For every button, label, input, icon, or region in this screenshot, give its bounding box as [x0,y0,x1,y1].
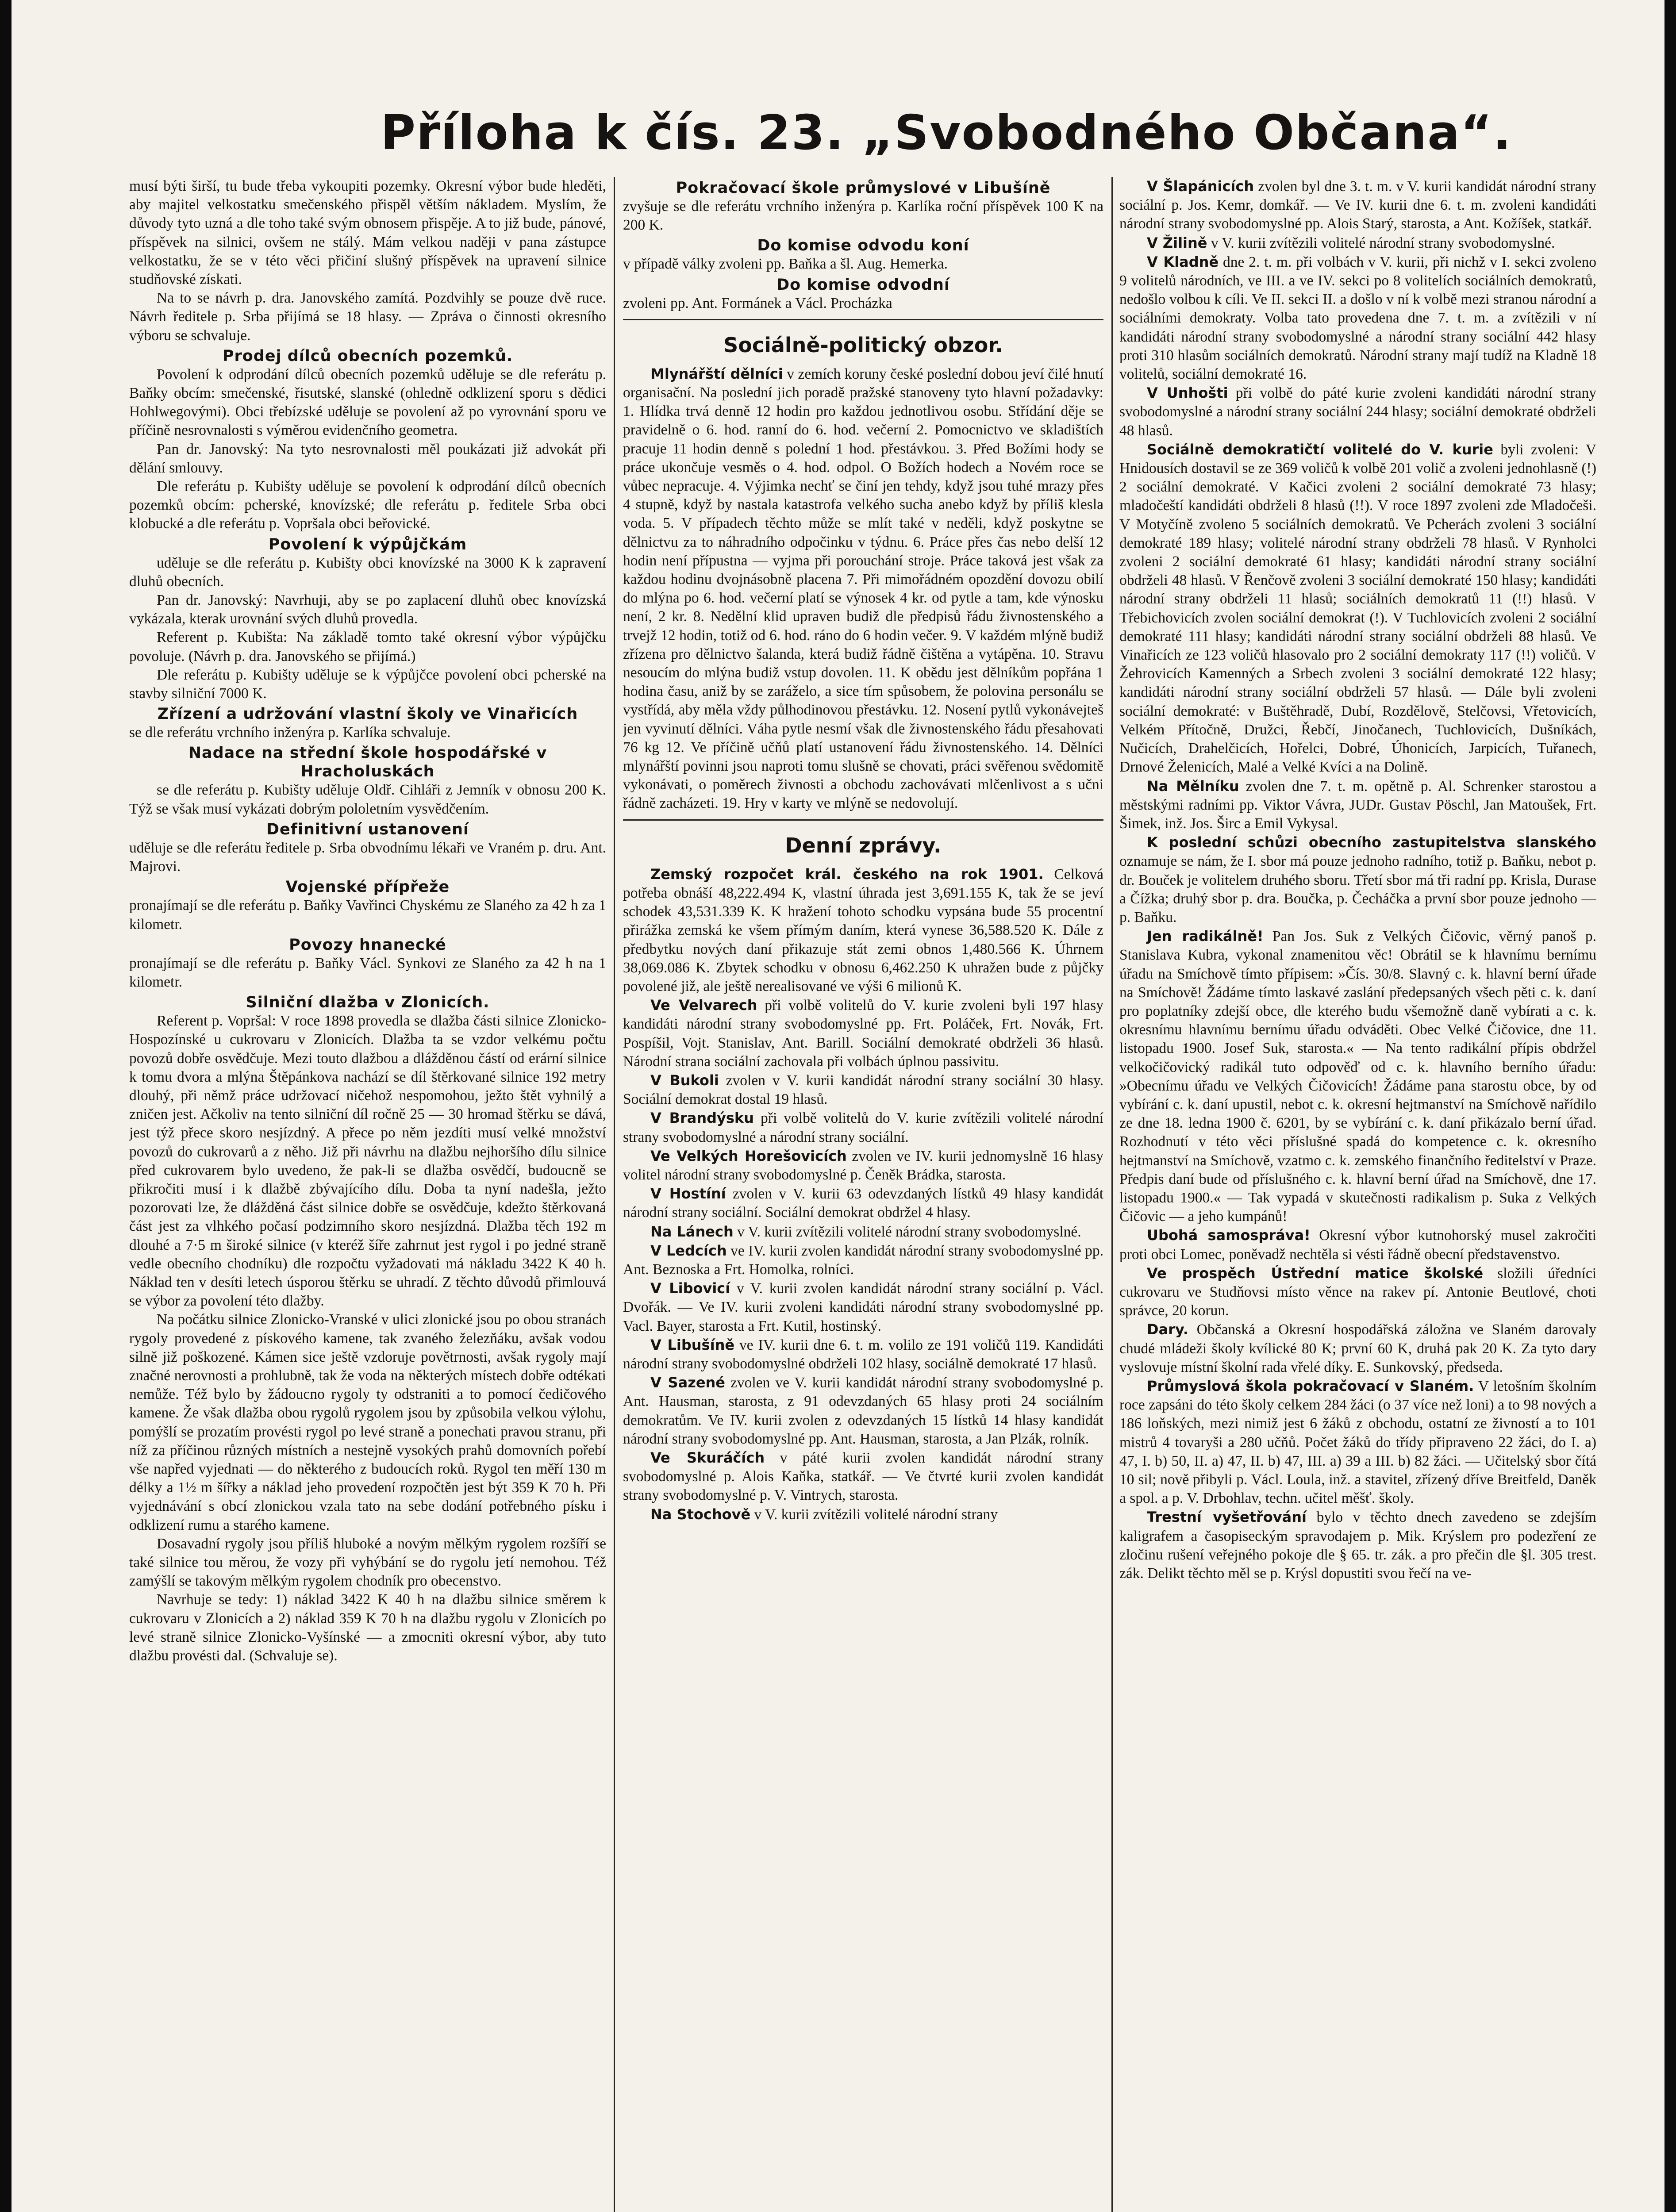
news-item [623,1147,1103,1184]
item-text: ve IV. kurii dne 6. t. m. volilo ze 191 voličů 119. Kandidáti národní strany svobodomyslné obdrželi 102 hlasy, sociálně demokraté 17 hlasů. [623,1336,1103,1372]
paragraph: uděluje se dle referátu ředitele p. Srba obvodnímu lékaři ve Vraném p. dru. Ant. Majrovi. [129,839,606,875]
item-text: zvolen v V. kurii kandidát národní strany sociální 30 hlasy. Sociální demokrat dostal 19 hlasů. [623,1072,1103,1108]
news-item [1119,1377,1596,1508]
item-lead: V Ledcích [650,1242,727,1259]
column-left [129,177,606,2212]
item-lead: V Kladně [1147,253,1219,270]
scan-border-left [0,0,12,2212]
item-text: při volbě volitelů do V. kurie zvoleni byli 197 hlasy kandidáti národní strany svobodomyslné pp. Frt. Poláček, Frt. Novák, Frt. Pospíšil, Vojt. Stanislav, Ant. Barill. Sociální demokraté obdrželi 36 hlasů. Národní strana sociální zachovala při volbách úplnou passivitu. [623,997,1103,1070]
item-text: v V. kurii zvolen kandidát národní strany sociální p. Václ. Dvořák. — Ve IV. kurii zvoleni kandidáti národní strany svobodomyslné pp. Vacl. Bayer, starosta a Frt. Kutil, hostinský. [623,1280,1103,1334]
section-title: Sociálně-politický obzor. [723,333,1003,357]
item-lead: Ve Skuráčích [650,1449,765,1466]
news-item [623,1109,1103,1146]
item-text: dne 2. t. m. při volbách v V. kurii, při nichž v I. sekci zvoleno 9 volitelů národních, ve III. a ve IV. sekci po 8 volitelích sociálních demokratů, nedošlo volbou k cíli. Ve II. sekci II. a došlo v ní k volbě mezi stranou národní a sociálními demokraty. Volba tato provedena dne 7. t. m. a zvítězili v ní kandidáti národní strany svobodomyslné a národní strany sociální 442 hlasy proti 310 hlasům sociálních demokratů. Národní strany mají tudíž na Kladně 18 volitelů, sociální demokraté 16. [1119,253,1596,383]
item-text: ve IV. kurii zvolen kandidát národní strany svobodomyslné pp. Ant. Beznoska a Frt. Homolka, rolníci. [623,1242,1103,1278]
news-item [1119,927,1596,1226]
news-item [1119,440,1596,777]
paragraph: Na to se návrh p. dra. Janovského zamítá. Pozdvihly se pouze dvě ruce. Návrh ředitele p. Srba přijímá se 18 hlasy. — Zpráva o činnosti okresního výboru se schvaluje. [129,290,606,344]
item-lead: Dary. [1147,1321,1189,1338]
news-item [623,1184,1103,1222]
item-lead: V Unhošti [1147,384,1228,402]
section-divider [623,819,1103,821]
news-item [1119,1320,1596,1377]
item-text: Celková potřeba obnáší 48,222.494 K, vlastní úhrada jest 3,691.155 K, tak že se jeví schodek 43,531.339 K. K hražení tohoto schodku vypsána bude 55 procentní přirážka zemská ke všem přímým daním, která vynese 36,588.520 K. Dále z předbytku nových daní přikazuje stát zemi obnos 1,480.566 K. Úhrnem 38,069.086 K. Zbytek schodku v obnosu 6,462.250 K uhražen bude z půjčky povolené již, ale ještě nerealisované ve výši 6 milionů K. [623,866,1103,995]
paragraph: Pan dr. Janovský: Navrhuji, aby se po zaplacení dluhů obec knovízská vykázala, kterak urovnání svých dluhů provedla. [129,592,606,627]
news-item [1119,384,1596,440]
news-item [623,1241,1103,1279]
item-lead: Na Stochově [650,1505,751,1523]
item-lead: Jen radikálně! [1147,928,1264,945]
section-heading: Vojenské přípřeže [285,878,450,896]
section-heading: Silniční dlažba v Zlonicích. [246,994,490,1012]
paragraph: zvyšuje se dle referátu vrchního inženýra p. Karlíka roční příspěvek 100 K na 200 K. [623,198,1103,234]
item-text: v páté kurii zvolen kandidát národní strany svobodomyslné p. Alois Kaňka, statkář. — Ve čtvrté kurii zvolen kandidát strany svobodomyslné p. V. Vintrych, starosta. [623,1449,1103,1504]
section-heading: Do komise odvodu koní [757,237,969,255]
item-lead: V Libušíně [650,1336,735,1353]
news-item [623,1505,1103,1524]
item-text: V letošním školním roce zapsáni do této školy celkem 284 žáci (o 37 více než loni) a to 98 nových a 186 loňských, mezi nimiž jest 6 žáků z obchodu, ostatní ze živností a to 101 mistrů 4 tovaryši a 280 učňů. Počet žáků do třídy připraveno 22 žáci, do I. a) 47, I. b) 50, II. a) 47, II. b) 47, III. a) 39 a III. b) 82 žáci. — Učitelský sbor čítá 10 sil; nově přibyli p. Václ. Loula, inž. a stavitel, zřízený dříve Breitfeld, Daněk a spol. a p. V. Drbohlav, techn. učitel měšť. školy. [1119,1378,1596,1507]
item-text: zvolen v V. kurii 63 odevzdaných lístků 49 hlasy kandidát národní strany sociální. Sociální demokrat obdržel 4 hlasy. [623,1186,1103,1221]
item-text: byli zvoleni: V Hnidousích dostavil se ze 369 voličů k volbě 201 volič a zvoleni jednohlasně (!) 2 sociální demokraté. V Kačici zvoleni 2 sociální demokraté 73 hlasy; mladočeští kandidáti obdrželi 8 hlasů (!!). V roce 1897 zvoleni zde Mladočeši. V Motyčíně zvoleno 5 sociálních demokratů. Ve Pcherách zvoleni 3 sociální demokraté 189 hlasy; volitelé národní strany obdrželi 78 hlasů. V Rynholci zvoleni 2 sociální demokraté 61 hlasy; kandidáti národní strany sociální obdrželi 48 hlasů. V Řenčově zvoleni 3 sociální demokraté 150 hlasy; kandidáti národní strany obdrželi 11 hlasů; sociálních demokratů 11 (!!) hlasů. V Třebichovicích zvolen sociální demokrat (!). V Tuchlovicích zvoleni 2 sociální demokraté 111 hlasy; kandidáti národní strany sociální obdrželi 88 hlasů. Ve Vinařicích ze 123 voličů hlasovalo pro 2 sociální demokraty 117 (!!) voličů. V Žehrovicích Kamenných a Srbech zvoleni 3 sociální demokraté 122 hlasy; kandidáti národní strany sociální obdrželi 57 hlasů. — Dále byli zvoleni sociální demokraté: v Buštěhradě, Dubí, Rozdělově, Stelčovsi, Vřetovicích, Velkém Přítočně, Družci, Řebčí, Jinočanech, Tuchlovicích, Dušníkách, Nučicích, Drahelčicích, Hořelci, Dobré, Úhonicích, Jarpicích, Tuřanech, Drnové Želenicích, Malé a Velké Kvíci a na Dolině. [1119,441,1596,776]
news-item [623,1071,1103,1109]
column-middle [623,177,1103,2212]
item-text: zvolen byl dne 3. t. m. v V. kurii kandidát národní strany sociální p. Jos. Kemr, domkář. — Ve IV. kurii dne 6. t. m. zvoleni kandidáti národní strany svobodomyslné pp. Alois Starý, starosta, a Ant. Kožíšek, statkář. [1119,178,1596,232]
news-item [623,1373,1103,1448]
news-item [1119,1264,1596,1321]
item-text: zvolen dne 7. t. m. opětně p. Al. Schrenker starostou a městskými radními pp. Viktor Vávra, JUDr. Gustav Pöschl, Jan Matoušek, Frt. Šimek, inž. Jos. Širc a Emil Vykysal. [1119,778,1596,832]
news-item [623,365,1103,813]
item-lead: Na Mělníku [1147,777,1239,795]
paragraph: zvoleni pp. Ant. Formánek a Václ. Procházka [623,295,892,311]
item-text: Pan Jos. Suk z Velkých Čičovic, věrný panoš p. Stanislava Kubra, vykonal znamenitou věc! Obrátil se k hlavnímu bernímu úřadu na Smíchově tímto přípisem: »Čís. 30/8. Slavný c. k. hlavní berní úřade na Smíchově! Žádáme tímto laskavé zaslání předepsaných všech pěti c. k. daní pro poplatníky zdejší obce, dle kterého budu všemožně daně vybírati a c. k. okresnímu hlavnímu bernímu úřadu odváděti. Obec Velké Čičovice, dne 11. listopadu 1900. Josef Suk, starosta.« — Na tento radikální přípis obdržel velkočičovický radikál tuto odpověď od c. k. hlavního berního úřadu: »Obecnímu úřadu ve Velkých Čičovicích! Žádáme pana starostu obce, by od vybírání c. k. daní upustil, nebot c. k. okresní hejtmanství na Smíchově nařídilo ze dne 18. ledna 1900 č. 6201, by se vybírání c. k. daní přikázalo berní úřad. Rozhodnutí v této věci příslušné spadá do kompetence c. k. okresního hejtmanství na Smíchově, vzatmo c. k. zemského finančního ředitelství v Praze. Předpis daní bude od příslušného c. k. hlavní berní úřad na Smíchově, dne 17. listopadu 1900.« — Tak vypadá v skutečnosti radikalism p. Suka z Velkých Čičovic — a jeho kumpánů! [1119,928,1596,1225]
section-divider [623,319,1103,320]
item-lead: Trestní vyšetřování [1147,1509,1307,1526]
news-item [623,1222,1103,1241]
section-heading: Zřízení a udržování vlastní školy ve Vinařicích [157,705,578,723]
scan-border-right [1664,0,1676,2212]
column-right [1119,177,1596,2212]
paragraph: v případě války zvoleni pp. Baňka a šl. Aug. Hemerka. [623,256,948,273]
item-lead: V Sazené [650,1374,726,1391]
item-lead: Sociálně demokratičtí volitelé do V. kurie [1147,441,1493,458]
item-lead: Ubohá samospráva! [1147,1227,1311,1244]
news-item [1119,253,1596,384]
news-item [1119,1226,1596,1263]
item-text: zvolen ve IV. kurii jednomyslně 16 hlasy volitel národní strany svobodomyslné p. Čeněk Brádka, starosta. [623,1148,1103,1183]
column-rule [1111,177,1113,2212]
paragraph: pronajímají se dle referátu p. Baňky Václ. Synkovi ze Slaného za 42 h na 1 kilometr. [129,955,606,990]
paragraph: Dle referátu p. Kubišty uděluje se k výpůjčce povolení obci pcherské na stavby silniční 7000 K. [129,666,606,702]
news-item [623,1279,1103,1336]
item-lead: Průmyslová škola pokračovací v Slaném. [1147,1378,1474,1394]
section-heading: Povozy hnanecké [289,936,446,954]
news-item [623,865,1103,996]
item-text: Okresní výbor kutnohorský musel zakročiti proti obci Lomec, poněvadž nechtěla si vésti řádně obecní představenstvo. [1119,1227,1596,1263]
item-text: Občanská a Okresní hospodářská záložna ve Slaném darovaly chudé mládeži školy kvílické 80 K; první 60 K, druhá pak 20 K. Za tyto dary vyslovuje místní školní rada vřelé díky. E. Sunkovský, předseda. [1119,1321,1596,1375]
paragraph: pronajímají se dle referátu p. Baňky Vavřinci Chyskému ze Slaného za 42 h za 1 kilometr. [129,897,606,933]
item-text: složili úředníci cukrovaru ve Studňovsi místo věnce na rakev pí. Antonie Beutlové, choti správce, 20 korun. [1119,1265,1596,1319]
item-text: při volbě do páté kurie zvoleni kandidáti národní strany svobodomyslné a národní strany sociální 244 hlasy; sociální demokraté obdrželi 48 hlasů. [1119,385,1596,439]
item-text: bylo v těchto dnech zavedeno se zdejším kaligrafem a časopiseckým spravodajem p. Mik. Krýslem pro podezření ze zločinu rušení veřejného pokoje dle § 65. tr. zák. a pro přečin dle §l. 305 trest. zák. Delikt těchto měl se p. Krýsl dopustiti svou řečí na ve- [1119,1509,1596,1582]
paragraph: uděluje se dle referátu p. Kubišty obci knovízské na 3000 K k zapravení dluhů obecních. [129,554,606,590]
item-text: v V. kurii zvítězili volitelé národní strany svobodomyslné. [1207,234,1555,251]
paragraph: se dle referátu vrchního inženýra p. Karlíka schvaluje. [129,724,451,741]
item-lead: Na Lánech [650,1223,734,1240]
section-heading: Pokračovací škole průmyslové v Libušíně [676,179,1051,197]
item-lead: V Brandýsku [650,1110,754,1127]
news-item [1119,1508,1596,1583]
item-lead: Zemský rozpočet král. českého na rok 1901. [650,865,1044,883]
item-lead: V Hostíní [650,1185,726,1202]
item-text: v zemích koruny české poslední dobou jeví čilé hnutí organisační. Na poslední jich poradě pražské stanoveny tyto hlavní požadavky: 1. Hlídka trvá denně 12 hodin pro každou jednotlivou osobu. Střídání děje se pravidelně o 6. hod. ranní do 6. hod. večerní 2. Pomocnictvo ve skladištích pracuje 11 hodin denně s polední 1 hod. přestávkou. 3. Před Božími hody se práce ukončuje vesměs o 4. hod. odpol. O Božích hodech a Novém roce se vůbec nepracuje. 4. Výjimka nechť se činí jen tehdy, když jsou tuhé mrazy přes 4 stupně, když by nastala katastrofa velkého sucha anebo když by příliš klesla voda. 5. V případech těchto může se mlít také v neděli, když poskytne se dělnictvu za to náhradního odpočinku v týdnu. 6. Práce přes čas nebo delší 12 hodin není přípustna — vyjma při porouchání stroje. Práce taková jest však za každou hodinu dvojnásobně placena 7. Při mimořádném opozdění dovozu obilí do mlýna po 6. hod. večerní platí se výnosek 4 kr. od pytle a tam, kde výnosku není, 2 kr. 8. Nedělní klid upraven budiž dle předpisů řádu živnostenského a trvejž 12 hodin, totiž od 6. hod. ráno do 6 hodin večer. 9. V každém mlýně budiž zřízena pro dělnictvo šalanda, která budiž řádně čištěna a vytápěna. 10. Stravu nesoucím do mlýna budiž vstup dovolen. 11. K obědu jest dělníkům popřána 1 hodina času, aniž by se zaráželo, a sice tím spůsobem, že polovina personálu se vystřídá, aby měla vždy půlhodinovou přestávku. 12. Nosení pytlů vykonávejteš jen vyvinutí dělníci. Váha pytle nesmí však dle živnostenského řádu přesahovati 76 kg 12. Ve příčině učňů platí ustanovení řádu živnostenského. 14. Dělníci mlynářští povinni jsou naproti tomu slušně se chovati, práci svěřenou svědomitě vykonávati, o poměrech živnosti a obchodu zachovávati mlčenlivost a s učni řádně zacházeti. 19. Hry v karty ve mlýně se nedovolují. [623,365,1103,812]
news-item [1119,777,1596,833]
section-heading: Do komise odvodní [776,276,950,294]
paragraph: Na počátku silnice Zlonicko-Vranské v ulici zlonické jsou po obou stranách rygoly provedené z pískového kamene, tak zvaného železňáku, avšak vodou silně již poškozené. Kámen sice ještě vzdoruje povětrnosti, avšak rygoly mají značné nerovnosti a prohlubně, tak že voda na některých místech dobře odtékati nemůže. Též bylo by žádoucno rygoly ty odstraniti a to pomocí čedičového kamene. Že však dlažba obou rygolů rygolem jsou by způsobila velkou výlohu, pomýšlí se prozatím provésti rygol po levé straně a ponechati pravou stranu, při níž za příčinou různých místních a nestejně vysokých prahů domovních pořebí vše napřed vyjednati — do některého z budoucích roků. Rygol ten měří 130 m délky a 1½ m šířky a náklad jeho provedení rozpočtěn jest být 359 K 70 h. Při vyjednávání s obcí zlonickou vzala tato na sebe dodání potřebného písku i odklizení rumu a starého kamene. [129,1311,606,1533]
paragraph: Referent p. Kubišta: Na základě tomto také okresní výbor výpůjčku povoluje. (Návrh p. dra. Janovského se přijímá.) [129,629,606,664]
news-item [1119,833,1596,927]
paragraph: se dle referátu p. Kubišty uděluje Oldř. Cihláři z Jemník v obnosu 200 K. Týž se však musí vykázati dobrým pololetním vysvědčením. [129,782,606,817]
news-item [623,1448,1103,1505]
item-lead: V Bukoli [650,1071,719,1089]
paragraph: Referent p. Vopršal: V roce 1898 provedla se dlažba části silnice Zlonicko-Hospozínské u cukrovaru v Zlonicích. Dlažba ta se vzdor velkému počtu povozů dobře osvědčuje. Mezi touto dlažbou a dlážděnou částí od erární silnice k tomu dvora a mlýna Štěpánkova nachází se díl štěrkované silnice 192 metry dlouhý, při němž práce udržovací ničehož nespomohou, ježto štět vyhnilý a zničen jest. Ačkoliv na tento silniční díl ročně 25 — 30 hromad štěrku se dává, jest týž přece skoro nesjízdný. A přece po něm jezdíti musí velké množství povozů do cukrovarů a z něho. Již při návrhu na dlažbu nejhoršího dílu silnice před cukrovarem bylo uvedeno, že pak-li se dlažba osvědčí, budoucně se přikročiti musí i k dlažbě zbývajícího dílu. Doba ta nyní nadešla, ježto pozorovati lze, že dlážděná část silnice dobře se osvědčuje, kdežto štěrkovaná část jest za vlhkého počasí podzimního skoro nesjízdná. Dlažba těch 192 m dlouhé a 7·5 m široké silnice (v kteréž šíře zahrnut jest rygol i po jedné straně vedle obecního chodníku) dle rozpočtu vyžadovati má nákladu 3422 K 40 h. Náklad ten v desíti letech úsporou štěrku se uhradí. Z těchto důvodů přimlouvá se výbor za povolení této dlažby. [129,1013,606,1310]
paragraph: Dle referátu p. Kubišty uděluje se povolení k odprodání dílců obecních pozemků obcím: pcherské, knovízské; dle referátu p. ředitele Srba obci klobucké a dle referátu p. Vopršala obci beřovické. [129,478,606,532]
section-heading: Nadace na střední škole hospodářské v Hracholuskách [188,744,547,781]
news-item [623,1336,1103,1373]
item-lead: Mlynářští dělníci [650,365,783,382]
item-text: zvolen ve V. kurii kandidát národní strany svobodomyslné p. Ant. Hausman, starosta, z 91 odevzdaných 65 hlasy proti 24 sociálním demokratům. Ve IV. kurii zvolen z odevzdaných 15 lístků 14 hlasy kandidát národní strany svobodomyslné pp. Ant. Hausman, starosta, a Jan Plzák, rolník. [623,1375,1103,1447]
news-item [623,996,1103,1071]
section-heading: Prodej dílců obecních pozemků. [222,347,513,365]
item-lead: Ve Velkých Horešovicích [650,1147,847,1164]
item-lead: V Libovicí [650,1280,730,1297]
section-heading: Definitivní ustanovení [266,820,469,838]
item-lead: V Šlapánicích [1147,178,1254,195]
item-lead: Ve prospěch Ústřední matice školské [1147,1264,1484,1282]
news-item [1119,234,1596,253]
item-text: v V. kurii zvítězili volitelé národní strany [750,1506,998,1523]
paragraph: musí býti širší, tu bude třeba vykoupiti pozemky. Okresní výbor bude hleděti, aby majitel velkostatku smečenského přispěl větším nákladem. Myslím, že důvody tyto uzná a dle toho také svým obnosem přispěje. A to již bude, pánové, příspěvek na silnici, ovšem ne stálý. Mám velkou naději v pana zástupce velkostatku, že se v této věci přičiní slušný příspěvek na upravení silnice studňovské získati. [129,178,606,288]
news-item [1119,177,1596,234]
section-heading: Povolení k výpůjčkám [268,535,467,553]
paragraph: Pan dr. Janovský: Na tyto nesrovnalosti měl poukázati již advokát při dělání smlouvy. [129,441,606,476]
paragraph: Navrhuje se tedy: 1) náklad 3422 K 40 h na dlažbu silnice směrem k cukrovaru v Zlonicích a 2) náklad 359 K 70 h na dlažbu rygolu v Zlonicích po levé straně silnice Zlonicko-Vyšínské — a zmocniti okresní výbor, aby tuto dlažbu provésti dal. (Schvaluje se). [129,1591,606,1664]
section-title: Denní zprávy. [785,833,942,857]
item-text: oznamuje se nám, že I. sbor má pouze jednoho radního, totiž p. Baňku, nebot p. dr. Bouček je volitelem druhého sboru. Třetí sbor má tři radní pp. Krisla, Durase a Čížka; druhý sbor p. dra. Boučka, p. Čecháčka a první sbor pouze jednoho — p. Baňku. [1119,853,1596,926]
page-title: Příloha k čís. 23. „Svobodného Občana“. [381,105,1512,161]
item-text: při volbě volitelů do V. kurie zvítězili volitelé národní strany svobodomyslné a národní strany sociální. [623,1110,1103,1145]
item-lead: K poslední schůzi obecního zastupitelstva slanského [1147,834,1596,851]
paragraph: Dosavadní rygoly jsou příliš hluboké a novým mělkým rygolem rozšíří se také silnice tou měrou, že vozy při vyhýbání se do rygolu jetí nemohou. Též zamýšlí se takovým mělkým rygolem chodník pro obecenstvo. [129,1535,606,1590]
item-lead: Ve Velvarech [650,997,757,1014]
column-rule [614,177,615,2212]
item-lead: V Žilině [1147,234,1207,251]
paragraph: Povolení k odprodání dílců obecních pozemků uděluje se dle referátu p. Baňky obcím: smečenské, řisutské, slanské (ohledně odklizení sporu s dědici Hohlwegovými). Obci třebízské uděluje se povolení až po vyrovnání sporu ve příčině nesrovnalosti s výměrou evidenčního geometra. [129,366,606,439]
item-text: v V. kurii zvítězili volitelé národní strany svobodomyslné. [733,1223,1081,1240]
